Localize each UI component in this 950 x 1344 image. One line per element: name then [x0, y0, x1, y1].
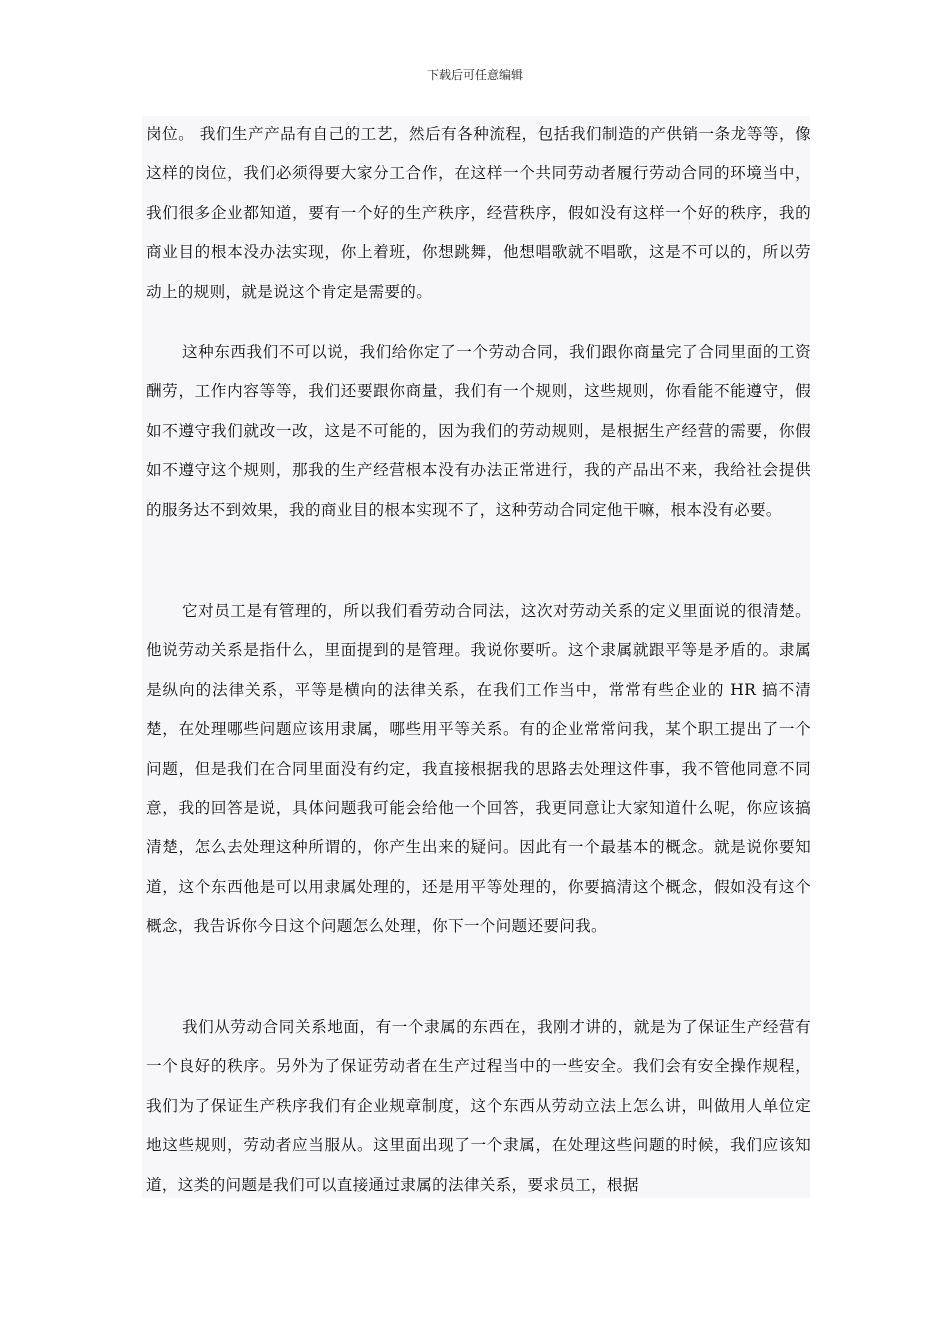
paragraph-4: 我们从劳动合同关系地面，有一个隶属的东西在，我刚才讲的，就是为了保证生产经营有一个良好的秩序。另外为了保证劳动者在生产过程当中的一些安全。我们会有安全操作规程，我们为了保证生产秩序我们有企业规章制度，这个东西从劳动立法上怎么讲，叫做用人单位定地这些规则，劳动者应当服从。这里面出现了一个隶属，在处理这些问题的时候，我们应该知道，这类的问题是我们可以直接通过隶属的法律关系，要求员工，根据 [146, 1018, 811, 1194]
paragraph-2: 这种东西我们不可以说，我们给你定了一个劳动合同，我们跟你商量完了合同里面的工资酬劳，工作内容等等，我们还要跟你商量，我们有一个规则，这些规则，你看能不能遵守，假如不遵守我们就改一改，这是不可能的，因为我们的劳动规则，是根据生产经营的需要，你假如不遵守这个规则，那我的生产经营根本没有办法正常进行，我的产品出不来，我给社会提供的服务达不到效果，我的商业目的根本实现不了，这种劳动合同定他干嘛，根本没有必要。 [146, 343, 811, 519]
page-header: 下载后可任意编辑 [426, 68, 523, 82]
paragraph-3: 它对员工是有管理的，所以我们看劳动合同法，这次对劳动关系的定义里面说的很清楚。他说劳动关系是指什么，里面提到的是管理。我说你要听。这个隶属就跟平等是矛盾的。隶属是纵向的法律关系，平等是横向的法律关系，在我们工作当中，常常有些企业的 HR 搞不清楚，在处理哪些问题应该用隶属，哪些用平等关系。有的企业常常问我，某个职工提出了一个问题，但是我们在合同里面没有约定，我直接根据我的思路去处理这件事，我不管他同意不同意，我的回答是说，具体问题我可能会给他一个回答，我更同意让大家知道什么呢，你应该搞清楚，怎么去处理这种所谓的，你产生出来的疑问。因此有一个最基本的概念。就是说你要知道，这个东西他是可以用隶属处理的，还是用平等处理的，你要搞清这个概念，假如没有这个概念，我告诉你今日这个问题怎么处理，你下一个问题还要问我。 [146, 602, 811, 936]
paragraph-1: 岗位。 我们生产产品有自己的工艺，然后有各种流程，包括我们制造的产供销一条龙等等，像这样的岗位，我们必须得要大家分工合作，在这样一个共同劳动者履行劳动合同的环境当中，我们很多企业都知道，要有一个好的生产秩序，经营秩序，假如没有这样一个好的秩序，我的商业目的根本没办法实现，你上着班，你想跳舞，他想唱歌就不唱歌，这是不可以的，所以劳动上的规则，就是说这个肯定是需要的。 [146, 125, 811, 301]
